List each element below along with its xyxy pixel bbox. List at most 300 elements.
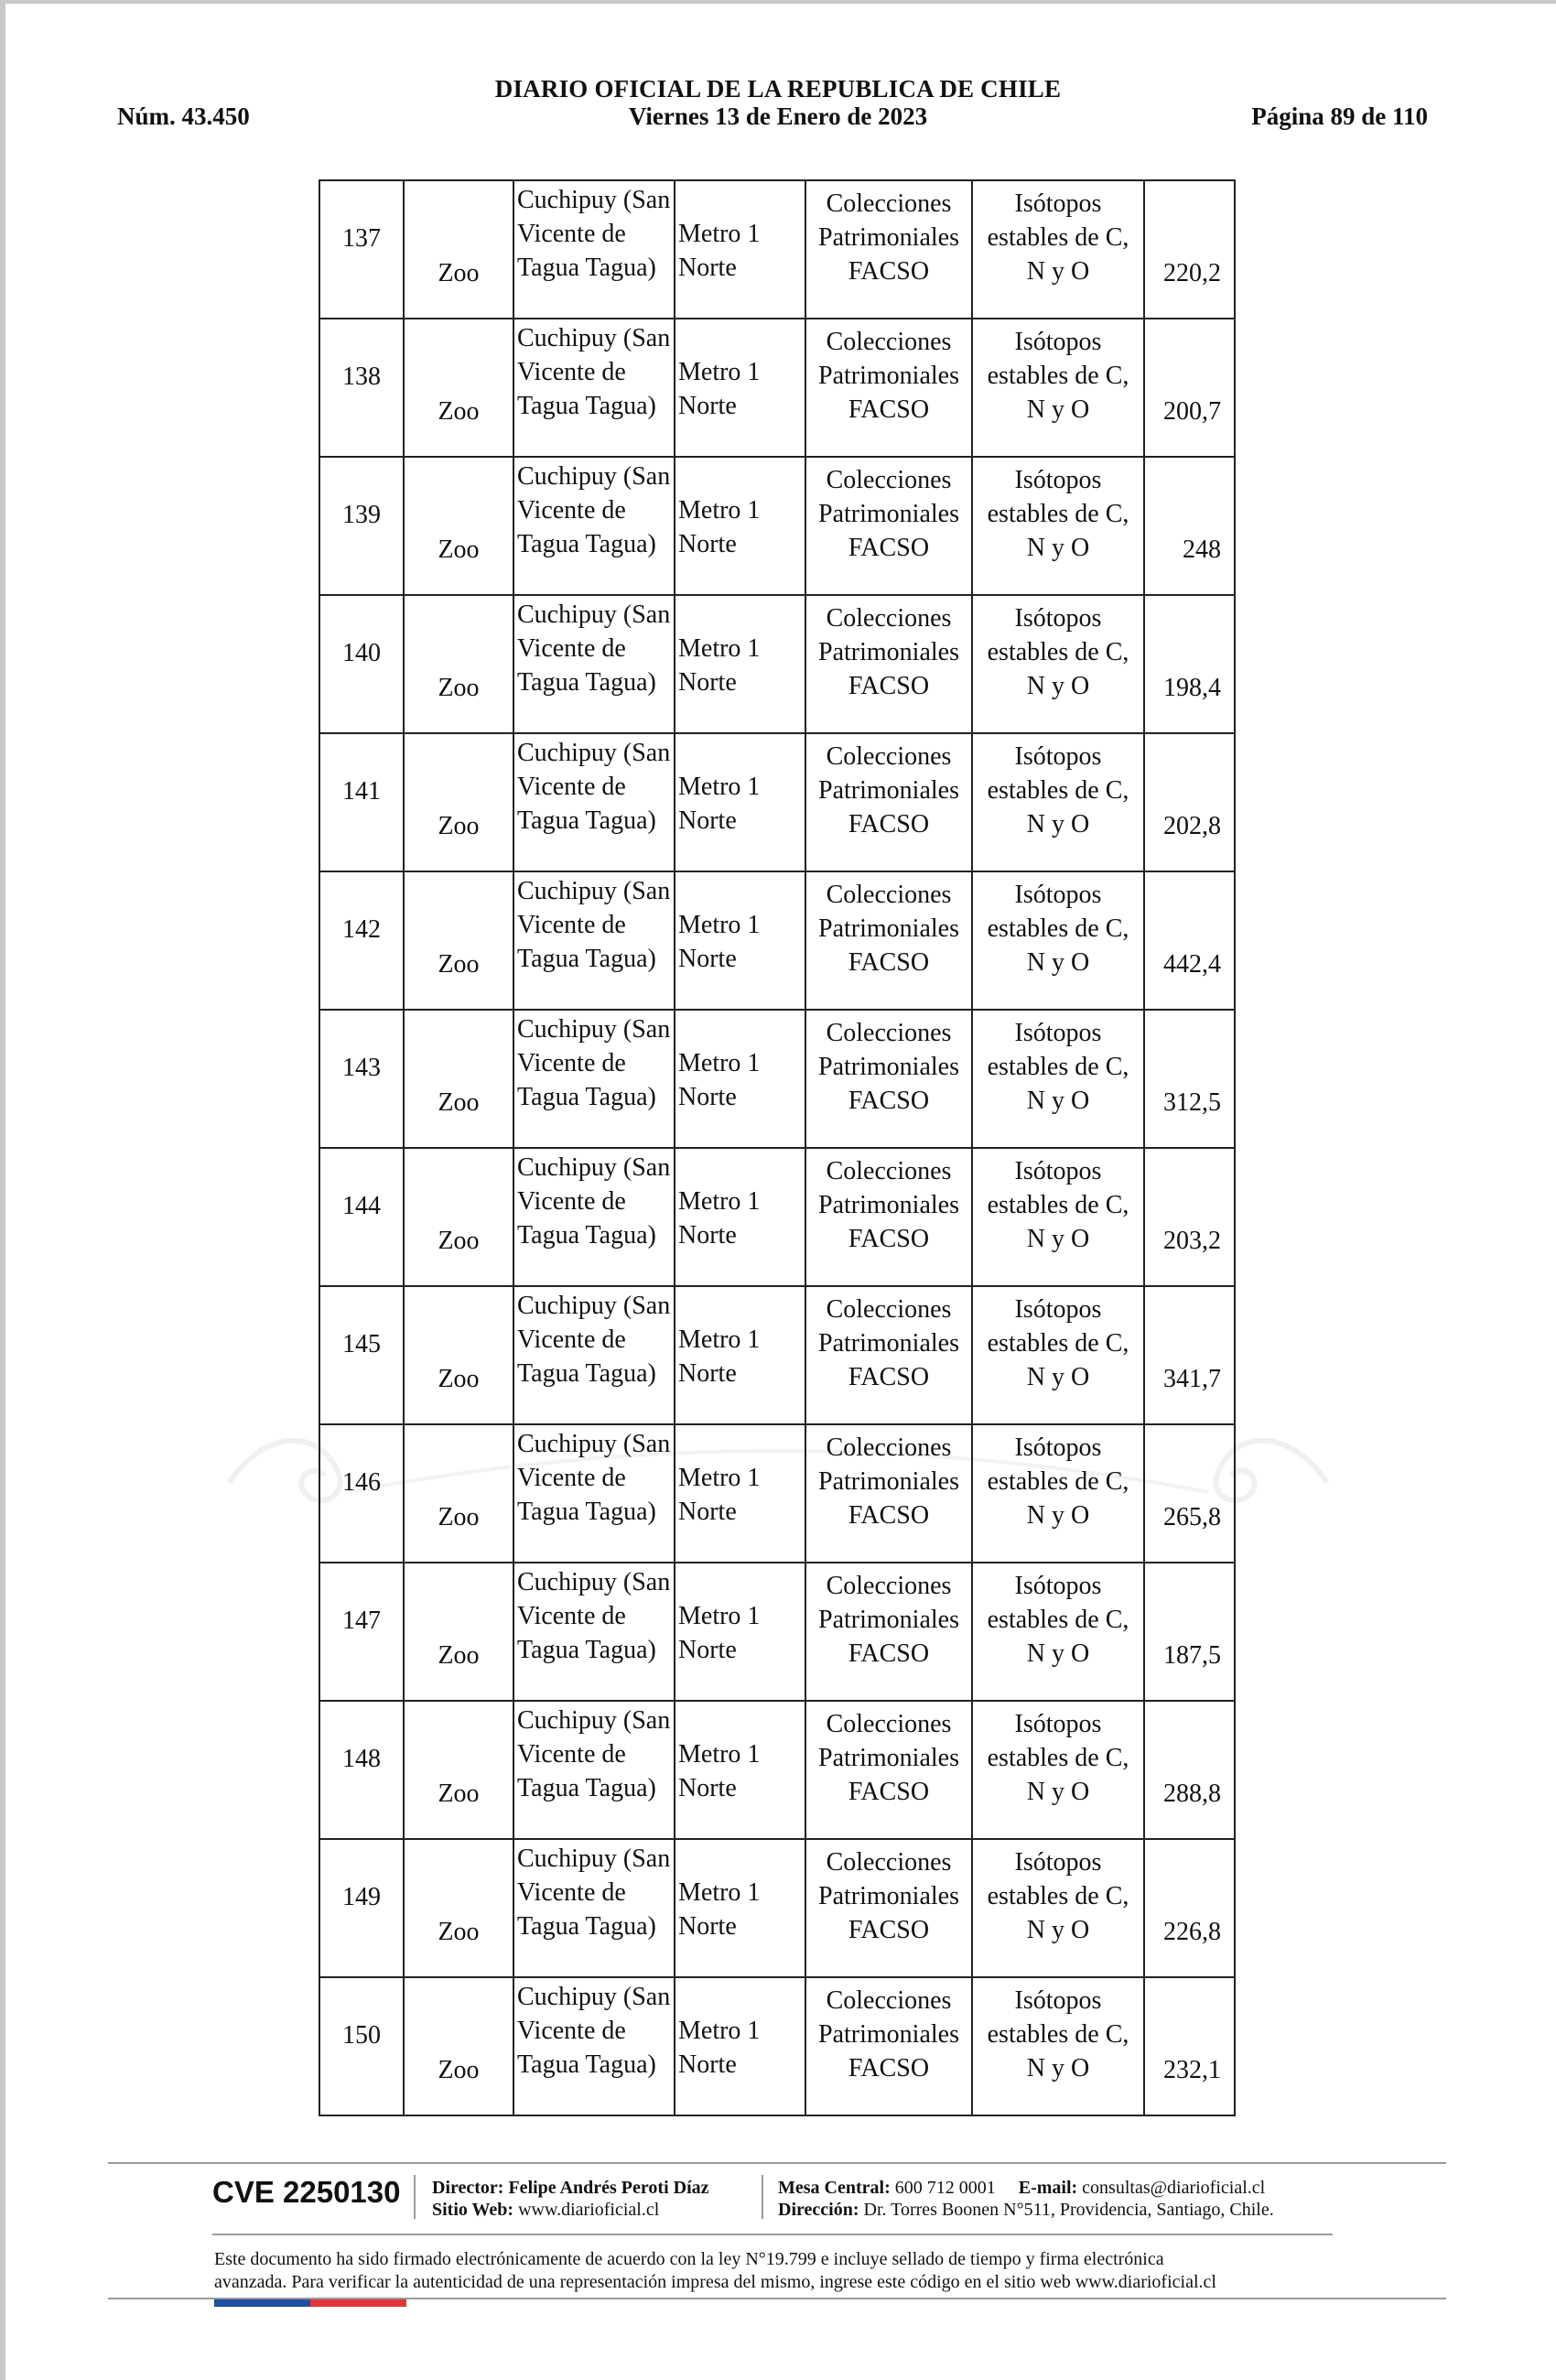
- analysis-cell: [972, 319, 1144, 457]
- location-text: [517, 598, 670, 699]
- collection-text: [806, 878, 971, 979]
- type-cell: [404, 871, 513, 1010]
- collection-line: FACSO: [848, 257, 930, 286]
- value-cell: [1144, 457, 1235, 595]
- collection-line: Colecciones: [826, 1433, 952, 1462]
- location-cell: [513, 1977, 675, 2115]
- collection-line: FACSO: [848, 1916, 930, 1944]
- value-cell: [1144, 1286, 1235, 1424]
- location-line: Tagua Tagua): [517, 1359, 656, 1388]
- analysis-line: Isótopos: [1014, 742, 1102, 771]
- location-line: Vicente de: [517, 496, 626, 525]
- location-line: Vicente de: [517, 358, 626, 386]
- analysis-line: Isótopos: [1014, 1986, 1102, 2015]
- region-cell: [675, 871, 805, 1010]
- analysis-line: N y O: [1026, 2054, 1090, 2082]
- record-number-cell: [319, 1010, 404, 1148]
- footer-mid-rule: [212, 2234, 1333, 2235]
- location-line: Cuchipuy (San: [517, 186, 671, 214]
- analysis-line: estables de C,: [987, 500, 1129, 528]
- email-label: E-mail:: [1018, 2178, 1078, 2198]
- region-text: [678, 1599, 760, 1667]
- region-line: Norte: [678, 1498, 737, 1526]
- analysis-line: Isótopos: [1014, 1433, 1102, 1462]
- location-cell: [513, 595, 675, 733]
- region-cell: [675, 1563, 805, 1701]
- location-line: Tagua Tagua): [517, 806, 656, 835]
- collection-line: Colecciones: [826, 1848, 952, 1877]
- collection-line: Patrimoniales: [818, 1329, 959, 1358]
- record-type: Zoo: [438, 1918, 480, 1946]
- signature-note-line: avanzada. Para verificar la autenticidad de una representación impresa del mismo, ingrese este código en el sitio web www.diarioficial.cl: [214, 2272, 1216, 2292]
- collection-cell: [805, 180, 972, 319]
- analysis-line: estables de C,: [987, 776, 1129, 805]
- collection-line: Patrimoniales: [818, 500, 959, 528]
- collection-cell: [805, 595, 972, 733]
- collection-text: [806, 1845, 971, 1947]
- table-row: [319, 1424, 1235, 1563]
- analysis-text: [973, 1569, 1143, 1671]
- location-text: [517, 1012, 670, 1114]
- collection-line: Colecciones: [826, 604, 952, 633]
- analysis-line: estables de C,: [987, 1606, 1129, 1634]
- record-value: 232,1: [1163, 2056, 1221, 2084]
- location-line: Tagua Tagua): [517, 945, 656, 973]
- table-row: [319, 1977, 1235, 2115]
- record-value: 198,4: [1163, 674, 1221, 702]
- region-line: Metro 1: [678, 358, 761, 386]
- analysis-line: Isótopos: [1014, 1848, 1102, 1877]
- site-label: Sitio Web:: [432, 2200, 514, 2220]
- region-cell: [675, 457, 805, 595]
- collection-cell: [805, 1701, 972, 1839]
- table-row: [319, 1839, 1235, 1977]
- collection-line: Colecciones: [826, 1295, 952, 1324]
- record-number-cell: [319, 733, 404, 871]
- cve-code: CVE 2250130: [212, 2175, 401, 2209]
- record-number: 137: [342, 224, 381, 253]
- collection-line: Patrimoniales: [818, 1191, 959, 1219]
- record-number: 148: [342, 1745, 381, 1773]
- collection-cell: [805, 733, 972, 871]
- table-row: [319, 457, 1235, 595]
- value-cell: [1144, 1148, 1235, 1286]
- record-number: 150: [342, 2021, 381, 2050]
- location-line: Vicente de: [517, 634, 626, 663]
- record-type: Zoo: [438, 397, 480, 426]
- region-line: Norte: [678, 1636, 737, 1664]
- analysis-cell: [972, 1424, 1144, 1563]
- record-type: Zoo: [438, 1641, 480, 1670]
- collection-line: Colecciones: [826, 189, 952, 218]
- region-cell: [675, 1839, 805, 1977]
- type-cell: [404, 1010, 513, 1148]
- phone-value: 600 712 0001: [894, 2178, 996, 2198]
- analysis-line: estables de C,: [987, 223, 1129, 252]
- type-cell: [404, 595, 513, 733]
- collection-line: Patrimoniales: [818, 1882, 959, 1910]
- region-line: Norte: [678, 392, 737, 420]
- analysis-line: Isótopos: [1014, 1019, 1102, 1047]
- collection-text: [806, 1154, 971, 1256]
- location-cell: [513, 180, 675, 319]
- analysis-line: N y O: [1026, 948, 1090, 977]
- email-link[interactable]: consultas@diarioficial.cl: [1082, 2178, 1266, 2198]
- collection-line: Colecciones: [826, 1986, 952, 2015]
- analysis-line: Isótopos: [1014, 1295, 1102, 1324]
- footer-divider: [414, 2175, 416, 2219]
- collection-text: [806, 1293, 971, 1394]
- analysis-line: N y O: [1026, 1363, 1090, 1391]
- record-value: 341,7: [1163, 1365, 1221, 1393]
- collection-line: Patrimoniales: [818, 2020, 959, 2049]
- region-text: [678, 1876, 760, 1943]
- analysis-cell: [972, 1701, 1144, 1839]
- record-value: 442,4: [1163, 950, 1221, 979]
- analysis-line: estables de C,: [987, 1882, 1129, 1910]
- region-line: Norte: [678, 806, 737, 835]
- signature-note-line: Este documento ha sido firmado electrónicamente de acuerdo con la ley N°19.799 e incluye sellado de tiempo y firma electrónica: [214, 2249, 1164, 2269]
- record-number-cell: [319, 180, 404, 319]
- analysis-text: [973, 1984, 1143, 2085]
- collection-line: Colecciones: [826, 1157, 952, 1185]
- region-line: Metro 1: [678, 911, 761, 939]
- collection-line: FACSO: [848, 810, 930, 838]
- record-number: 145: [342, 1330, 381, 1358]
- record-type: Zoo: [438, 812, 480, 840]
- collection-cell: [805, 319, 972, 457]
- location-line: Cuchipuy (San: [517, 1015, 671, 1044]
- location-line: Tagua Tagua): [517, 530, 656, 558]
- collection-line: Patrimoniales: [818, 223, 959, 252]
- location-line: Vicente de: [517, 911, 626, 939]
- location-text: [517, 1565, 670, 1667]
- record-number: 140: [342, 639, 381, 667]
- value-cell: [1144, 180, 1235, 319]
- collection-line: Colecciones: [826, 1572, 952, 1600]
- record-number: 147: [342, 1606, 381, 1635]
- region-cell: [675, 1010, 805, 1148]
- location-line: Cuchipuy (San: [517, 600, 671, 629]
- collection-line: Colecciones: [826, 466, 952, 494]
- analysis-line: Isótopos: [1014, 466, 1102, 494]
- value-cell: [1144, 1977, 1235, 2115]
- collection-cell: [805, 1286, 972, 1424]
- director-label: Director:: [432, 2178, 504, 2198]
- location-text: [517, 1289, 670, 1390]
- analysis-cell: [972, 1839, 1144, 1977]
- analysis-cell: [972, 1148, 1144, 1286]
- region-line: Norte: [678, 530, 737, 558]
- region-line: Metro 1: [678, 1602, 761, 1630]
- records-table: [319, 179, 1236, 2116]
- collection-line: FACSO: [848, 1501, 930, 1530]
- region-line: Norte: [678, 2050, 737, 2079]
- location-line: Vicente de: [517, 1187, 626, 1216]
- value-cell: [1144, 1701, 1235, 1839]
- region-text: [678, 632, 760, 699]
- table-row: [319, 1010, 1235, 1148]
- analysis-cell: [972, 595, 1144, 733]
- record-number: 149: [342, 1883, 381, 1911]
- region-text: [678, 493, 760, 561]
- location-cell: [513, 1701, 675, 1839]
- region-text: [678, 1461, 760, 1529]
- type-cell: [404, 1701, 513, 1839]
- location-line: Vicente de: [517, 1325, 626, 1354]
- analysis-text: [973, 1707, 1143, 1809]
- analysis-line: Isótopos: [1014, 1710, 1102, 1738]
- region-line: Metro 1: [678, 1878, 761, 1907]
- location-cell: [513, 1286, 675, 1424]
- record-number-cell: [319, 1839, 404, 1977]
- collection-line: Colecciones: [826, 1710, 952, 1738]
- region-text: [678, 217, 760, 285]
- record-value: 288,8: [1163, 1780, 1221, 1808]
- analysis-line: N y O: [1026, 1225, 1090, 1253]
- collection-line: Colecciones: [826, 1019, 952, 1047]
- gazette-title: DIARIO OFICIAL DE LA REPUBLICA DE CHILE: [494, 75, 1062, 103]
- footer-contact: [778, 2177, 1274, 2221]
- value-cell: [1144, 871, 1235, 1010]
- location-line: Tagua Tagua): [517, 1774, 656, 1802]
- table-row: [319, 871, 1235, 1010]
- location-cell: [513, 1148, 675, 1286]
- issue-date: Viernes 13 de Enero de 2023: [628, 103, 928, 130]
- collection-line: Patrimoniales: [818, 914, 959, 943]
- location-text: [517, 874, 670, 976]
- region-text: [678, 355, 760, 423]
- record-number: 138: [342, 362, 381, 391]
- location-line: Cuchipuy (San: [517, 739, 671, 767]
- type-cell: [404, 733, 513, 871]
- location-cell: [513, 1839, 675, 1977]
- region-cell: [675, 1424, 805, 1563]
- flag-red-segment: [310, 2299, 406, 2307]
- collection-line: Patrimoniales: [818, 776, 959, 805]
- location-line: Vicente de: [517, 1464, 626, 1492]
- region-line: Norte: [678, 1083, 737, 1111]
- region-line: Metro 1: [678, 1740, 761, 1769]
- analysis-text: [973, 1431, 1143, 1532]
- value-cell: [1144, 1839, 1235, 1977]
- collection-line: FACSO: [848, 1363, 930, 1391]
- analysis-cell: [972, 871, 1144, 1010]
- location-text: [517, 321, 670, 423]
- record-number-cell: [319, 595, 404, 733]
- record-number-cell: [319, 1977, 404, 2115]
- collection-line: Patrimoniales: [818, 638, 959, 666]
- location-line: Tagua Tagua): [517, 668, 656, 697]
- location-line: Cuchipuy (San: [517, 324, 671, 352]
- location-line: Tagua Tagua): [517, 2050, 656, 2079]
- director-name: Felipe Andrés Peroti Díaz: [508, 2178, 709, 2198]
- analysis-line: N y O: [1026, 672, 1090, 700]
- address-label: Dirección:: [778, 2200, 859, 2220]
- region-cell: [675, 733, 805, 871]
- region-line: Metro 1: [678, 1464, 761, 1492]
- record-number: 142: [342, 915, 381, 944]
- collection-text: [806, 601, 971, 703]
- type-cell: [404, 1148, 513, 1286]
- location-line: Vicente de: [517, 1049, 626, 1077]
- location-line: Vicente de: [517, 220, 626, 248]
- collection-line: Patrimoniales: [818, 1606, 959, 1634]
- collection-line: FACSO: [848, 672, 930, 700]
- analysis-line: estables de C,: [987, 1467, 1129, 1496]
- collection-line: FACSO: [848, 1225, 930, 1253]
- footer-divider: [762, 2175, 763, 2219]
- analysis-line: Isótopos: [1014, 328, 1102, 356]
- collection-cell: [805, 1977, 972, 2115]
- collection-text: [806, 463, 971, 565]
- analysis-line: N y O: [1026, 1087, 1090, 1115]
- location-line: Cuchipuy (San: [517, 1292, 671, 1320]
- analysis-line: Isótopos: [1014, 1157, 1102, 1185]
- region-line: Metro 1: [678, 634, 761, 663]
- location-cell: [513, 733, 675, 871]
- region-line: Metro 1: [678, 773, 761, 801]
- collection-text: [806, 740, 971, 841]
- location-text: [517, 460, 670, 561]
- flag-blue-segment: [214, 2299, 310, 2307]
- location-line: Cuchipuy (San: [517, 1568, 671, 1596]
- analysis-line: N y O: [1026, 810, 1090, 838]
- location-line: Tagua Tagua): [517, 1636, 656, 1664]
- collection-cell: [805, 1839, 972, 1977]
- record-type: Zoo: [438, 1365, 480, 1393]
- location-line: Cuchipuy (San: [517, 462, 671, 491]
- location-cell: [513, 1424, 675, 1563]
- location-line: Vicente de: [517, 1602, 626, 1630]
- collection-text: [806, 1569, 971, 1671]
- location-text: [517, 1704, 670, 1805]
- analysis-text: [973, 1845, 1143, 1947]
- region-cell: [675, 180, 805, 319]
- table-row: [319, 1701, 1235, 1839]
- collection-line: Patrimoniales: [818, 1053, 959, 1081]
- location-line: Tagua Tagua): [517, 1912, 656, 1941]
- location-line: Tagua Tagua): [517, 1083, 656, 1111]
- location-line: Vicente de: [517, 773, 626, 801]
- site-link[interactable]: www.diarioficial.cl: [518, 2200, 660, 2220]
- value-cell: [1144, 733, 1235, 871]
- analysis-line: estables de C,: [987, 914, 1129, 943]
- type-cell: [404, 319, 513, 457]
- analysis-cell: [972, 1286, 1144, 1424]
- collection-cell: [805, 457, 972, 595]
- record-number: 143: [342, 1054, 381, 1082]
- collection-cell: [805, 1424, 972, 1563]
- record-value: 203,2: [1163, 1227, 1221, 1255]
- value-cell: [1144, 1563, 1235, 1701]
- analysis-text: [973, 1293, 1143, 1394]
- analysis-text: [973, 325, 1143, 427]
- analysis-cell: [972, 733, 1144, 871]
- analysis-line: Isótopos: [1014, 1572, 1102, 1600]
- location-line: Tagua Tagua): [517, 392, 656, 420]
- record-number: 144: [342, 1192, 381, 1220]
- location-cell: [513, 1563, 675, 1701]
- record-value: 220,2: [1163, 259, 1221, 287]
- record-type: Zoo: [438, 1088, 480, 1117]
- region-line: Norte: [678, 1774, 737, 1802]
- record-number-cell: [319, 871, 404, 1010]
- type-cell: [404, 1977, 513, 2115]
- region-text: [678, 1046, 760, 1114]
- region-line: Norte: [678, 1221, 737, 1250]
- collection-line: FACSO: [848, 534, 930, 562]
- location-text: [517, 1842, 670, 1943]
- footer-director: [432, 2177, 709, 2221]
- location-line: Tagua Tagua): [517, 254, 656, 282]
- location-text: [517, 1151, 670, 1252]
- analysis-line: Isótopos: [1014, 189, 1102, 218]
- record-value: 312,5: [1163, 1088, 1221, 1117]
- record-type: Zoo: [438, 674, 480, 702]
- location-text: [517, 1427, 670, 1529]
- collection-line: FACSO: [848, 1639, 930, 1668]
- record-number-cell: [319, 1701, 404, 1839]
- type-cell: [404, 1286, 513, 1424]
- region-text: [678, 1185, 760, 1252]
- record-number-cell: [319, 1148, 404, 1286]
- record-value: 226,8: [1163, 1918, 1221, 1946]
- analysis-cell: [972, 1010, 1144, 1148]
- location-line: Cuchipuy (San: [517, 1983, 671, 2011]
- record-type: Zoo: [438, 1227, 480, 1255]
- location-cell: [513, 457, 675, 595]
- record-number: 141: [342, 777, 381, 806]
- region-line: Norte: [678, 945, 737, 973]
- analysis-line: estables de C,: [987, 1191, 1129, 1219]
- location-line: Vicente de: [517, 2017, 626, 2045]
- value-cell: [1144, 319, 1235, 457]
- table-row: [319, 1563, 1235, 1701]
- location-cell: [513, 1010, 675, 1148]
- analysis-text: [973, 601, 1143, 703]
- signature-note: [214, 2248, 1450, 2294]
- table-body: [319, 180, 1235, 2115]
- record-number-cell: [319, 1563, 404, 1701]
- collection-line: Patrimoniales: [818, 362, 959, 390]
- analysis-text: [973, 187, 1143, 288]
- analysis-line: N y O: [1026, 1639, 1090, 1668]
- address-value: Dr. Torres Boonen N°511, Providencia, Santiago, Chile.: [863, 2200, 1274, 2220]
- collection-line: Colecciones: [826, 742, 952, 771]
- region-text: [678, 2014, 760, 2082]
- record-type: Zoo: [438, 536, 480, 564]
- collection-text: [806, 1016, 971, 1118]
- analysis-cell: [972, 1563, 1144, 1701]
- location-line: Cuchipuy (San: [517, 1844, 671, 1873]
- analysis-text: [973, 878, 1143, 979]
- analysis-cell: [972, 180, 1144, 319]
- region-line: Norte: [678, 668, 737, 697]
- location-text: [517, 736, 670, 838]
- collection-text: [806, 187, 971, 288]
- record-number-cell: [319, 1286, 404, 1424]
- region-cell: [675, 1286, 805, 1424]
- analysis-cell: [972, 1977, 1144, 2115]
- location-line: Vicente de: [517, 1878, 626, 1907]
- type-cell: [404, 1563, 513, 1701]
- region-line: Norte: [678, 1359, 737, 1388]
- value-cell: [1144, 1424, 1235, 1563]
- region-text: [678, 770, 760, 838]
- analysis-line: estables de C,: [987, 362, 1129, 390]
- collection-cell: [805, 1563, 972, 1701]
